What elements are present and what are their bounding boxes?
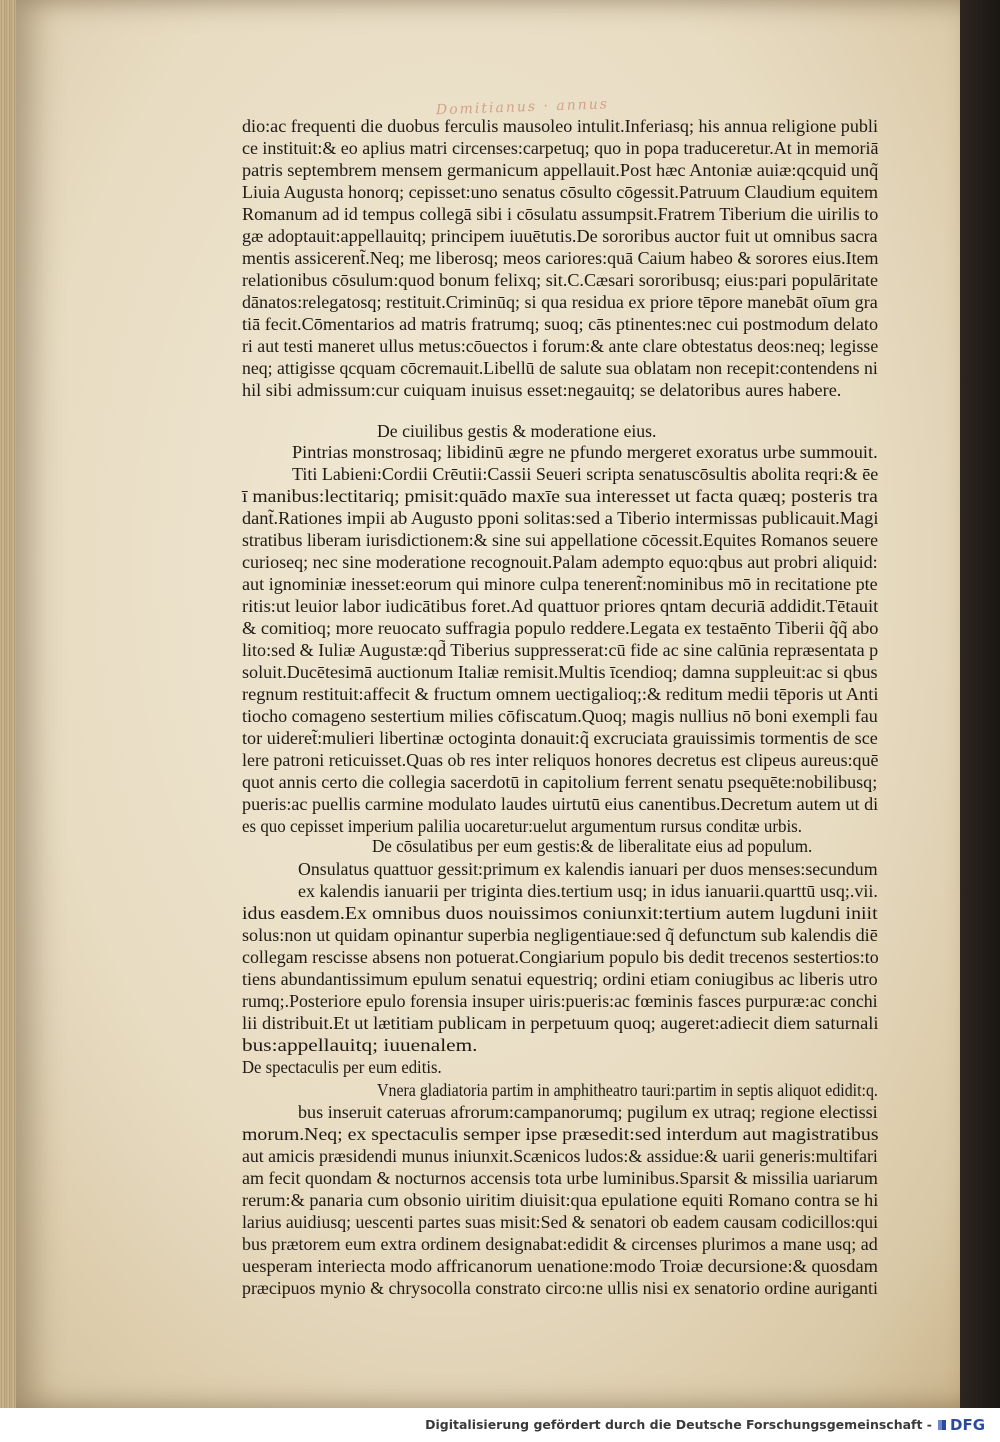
- text-line: ritis:ut leuior labor iudicātibus foret.Ad quattuor priores qntam decuriā addidit.Tētauit: [242, 596, 879, 616]
- text-line: bus:appellauitq; iuuenalem.: [242, 1035, 478, 1055]
- text-line: relationibus cōsulum:quod bonum felixq; sit.C.Cæsari sororibusq; eius:pari populāritate: [242, 270, 879, 290]
- text-line: ri aut testi maneret ullus metus:cōuectos i forum:& ante clare obtestatus deos:neq; legisse: [242, 336, 879, 356]
- marginalia-note: Domitianus · annus: [435, 96, 610, 119]
- text-line: rerum:& panaria cum obsonio uiritim diuisit:qua epulatione equiti Romano contra se hi: [242, 1190, 879, 1210]
- text-line: patris septembrem mensem germanicum appellauit.Post hæc Antoniæ auiæ:qcquid unq̃: [242, 160, 879, 180]
- text-line: morum.Neq; ex spectaculis semper ipse præsedit:sed interdum aut magistratibus: [242, 1124, 879, 1144]
- text-line: es quo cepisset imperium palilia uocaretur:uelut argumentum rursus conditæ urbis.: [242, 816, 802, 836]
- text-line: collegam rescisse absens non potuerat.Congiarium populo bis dedit trecenos sestertios:to: [242, 947, 879, 967]
- text-line: curioseq; nec sine moderatione recognouit.Palam adempto equo:qbus aut probri aliquid:: [242, 552, 878, 572]
- text-line: bus prætorem eum extra ordinem designabat:edidit & circenses plurimos a mane usq; ad: [242, 1234, 878, 1254]
- text-line: Titi Labieni:Cordii Crēutii:Cassii Seueri scripta senatuscōsultis abolita reqri:& ēe: [292, 464, 879, 484]
- section-heading: Vnera gladiatoria partim in amphitheatro tauri:partim in septis aliquot edidit:q.: [377, 1080, 878, 1100]
- text-line: stratibus liberam iurisdictionem:& sine sui appellatione cōcessit.Equites Romanos seuere: [242, 530, 879, 550]
- text-line: ī manibus:lectitariq; pmisit:quādo maxīe sua interesset ut facta quæq; posteris tra: [242, 486, 878, 506]
- text-block: [242, 115, 879, 1298]
- text-line: & comitioq; more reuocato suffragia populo reddere.Legata ex testaēnto Tiberii q̃q̃ abo: [242, 618, 879, 638]
- text-line: Onsulatus quattuor gessit:primum ex kalendis ianuari per duos menses:secundum: [298, 859, 878, 879]
- text-line: Romanum ad id tempus collegā sibi i cōsulatu assumpsit.Fratrem Tiberium die uirilis to: [242, 204, 879, 224]
- text-line: præcipuos mynio & chrysocolla constrato circo:ne ullis nisi ex senatorio ordine auriganti: [242, 1278, 878, 1298]
- text-line: dio:ac frequenti die duobus ferculis mausoleo intulit.Inferiasq; his annua religione publi: [242, 116, 879, 136]
- text-line: Liuia Augusta honorq; cepisset:uno senatus cōsulto cōgessit.Patruum Claudium equitem: [242, 182, 878, 202]
- text-line: aut ignominiæ inesset:eorum qui minore culpa tenerent̃:nominibus mō in recitatione pte: [242, 574, 878, 594]
- text-line: De spectaculis per eum editis.: [242, 1057, 442, 1077]
- text-line: soluit.Ducētesimā auctionum Italiæ remisit.Multis īcendioq; damna suppleuit:ac si qbus: [242, 662, 878, 682]
- text-line: regnum restituit:affecit & fructum omnem uectigalioq;:& reditum medii tēporis ut Anti: [242, 684, 879, 704]
- text-line: bus inseruit cateruas afrorum:campanorumq; pugilum ex utraq; regione electissi: [298, 1102, 878, 1122]
- text-line: ex kalendis ianuarii per triginta dies.tertium usq; in idus ianuarii.quarttū usq;.vii.: [298, 881, 878, 901]
- text-line: am fecit quondam & nocturnos accensis tota urbe luminibus.Sparsit & missilia uariarum: [242, 1168, 878, 1188]
- text-line: tiocho comageno sestertium milies cōfiscatum.Quoq; magis nullius nō boni exempli fau: [242, 706, 878, 726]
- text-line: ce instituit:& eo aplius matri circenses:carpetuq; quo in popa traduceretur.At in memoriā: [242, 138, 879, 158]
- text-line: lito:sed & Iuliæ Augustæ:qd̃ Tiberius suppresserat:cū fide ac sine calūnia repræsentata p: [242, 640, 879, 660]
- text-line: tiens abundantissimum epulum senatui equestriq; ordini etiam coniugibus ac liberis utro: [242, 969, 878, 989]
- binding-edge: [960, 0, 1000, 1408]
- text-line: larius auidiusq; uescenti partes suas misit:Sed & senatori ob eadem causam codicillos:qui: [242, 1212, 879, 1232]
- text-line: lii distribuit.Et ut lætitiam publicam in perpetuum quoq; augeret:adiecit diem saturnali: [242, 1013, 879, 1033]
- text-line: mentis assicerent̃.Neq; me liberosq; meos cariores:quā Caium habeo & sorores eius.Item: [242, 248, 879, 268]
- text-line: uesperam interiecta modo affricanorum uenatione:modo Troiæ decursione:& quosdam: [242, 1256, 878, 1276]
- dfg-logo-text: DFG: [950, 1416, 986, 1434]
- footer-bar: [0, 1408, 1000, 1442]
- text-line: quot annis certo die collegia sacerdotū in capitolium ferrent senatu psequēte:nobilibusq;: [242, 772, 878, 792]
- text-line: dānatos:relegatosq; restituit.Criminūq; si qua residua ex priore tēpore manebāt oīum gra: [242, 292, 878, 312]
- text-line: dant̃.Rationes impii ab Augusto pponi solitas:sed a Tiberio intermissas publicauit.Magi: [242, 508, 879, 528]
- section-heading: De ciuilibus gestis & moderatione eius.: [377, 421, 657, 441]
- text-line: rumq;.Posteriore epulo forensia insuper uiris:pueris:ac fœminis fasces purpuræ:ac conchi: [242, 991, 878, 1011]
- funding-credit: Digitalisierung gefördert durch die Deutsche Forschungsgemeinschaft -: [425, 1417, 932, 1432]
- text-line: lere patroni reticuisset.Quas ob res inter reliquos honores decretus est clipeus aureus:quē: [242, 750, 879, 770]
- text-line: tiā fecit.Cōmentarios ad matris fratrumq; suoq; cās ptinentes:nec cui postmodum delato: [242, 314, 879, 334]
- text-line: solus:non ut quidam opinantur superbia negligentiaue:sed q̃ defunctum sub kalendis diē: [242, 925, 878, 945]
- text-line: hil sibi admissum:cur cuiquam inuisus esset:negauitq; se delatoribus aures habere.: [242, 380, 842, 400]
- text-line: aut amicis præsidendi munus iniunxit.Scænicos ludos:& assidue:& uarii generis:multifari: [242, 1146, 878, 1166]
- text-line: gæ adoptauit:appellauitq; principem iuuētutis.De sororibus auctor fuit ut omnibus sacra: [242, 226, 878, 246]
- section-heading: De cōsulatibus per eum gestis:& de liberalitate eius ad populum.: [372, 836, 813, 856]
- text-line: neq; attigisse qcquam cōcremauit.Libellū de salute sua oblatam non recepit:contendens ni: [242, 358, 878, 378]
- dfg-logo: [938, 1416, 986, 1434]
- text-line: Pintrias monstrosaq; libidinū ægre ne pfundo mergeret exoratus urbe summouit.: [292, 442, 878, 462]
- text-line: tor uideret̃:mulieri libertinæ octoginta donauit:q̃ excruciata grauissimis tormentis de sce: [242, 728, 878, 748]
- text-line: pueris:ac puellis carmine modulato laudes uirtutū eius canentibus.Decretum autem ut di: [242, 794, 879, 814]
- text-line: idus easdem.Ex omnibus duos nouissimos coniunxit:tertium autem lugduni iniit: [242, 903, 878, 923]
